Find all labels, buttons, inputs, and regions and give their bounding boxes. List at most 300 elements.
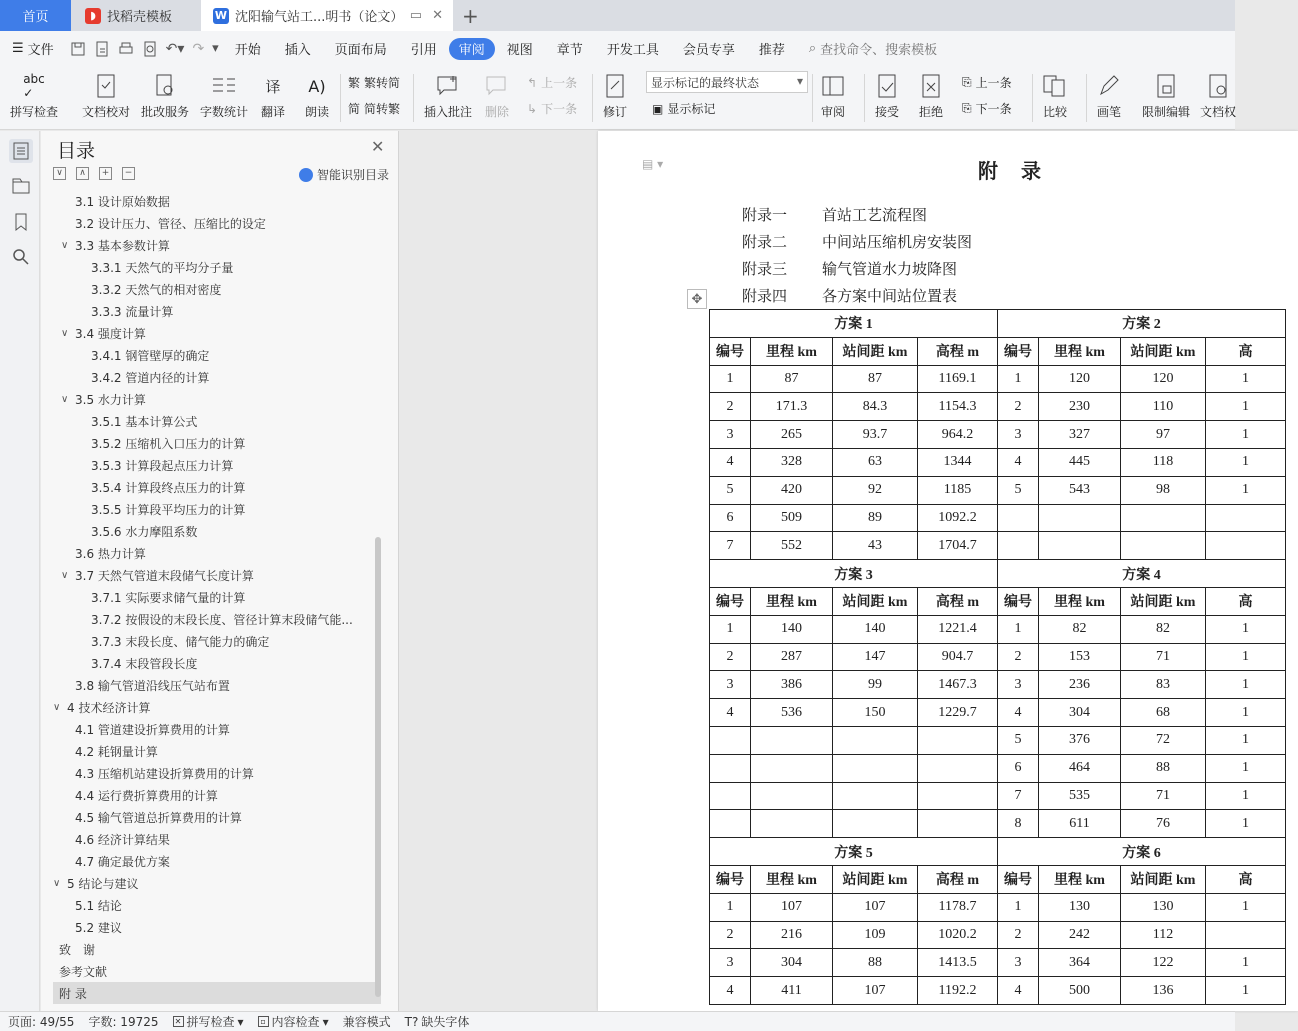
redo-icon[interactable]: ↷ (192, 40, 205, 57)
table-cell: 552 (751, 532, 833, 560)
column-header: 高 (1206, 337, 1286, 365)
translate-button[interactable] (258, 70, 288, 120)
table-cell: 242 (1039, 921, 1121, 949)
table-cell: 536 (751, 699, 833, 727)
next-comment-button[interactable] (527, 100, 577, 117)
plan-title: 方案 4 (998, 560, 1286, 588)
table-cell: 93.7 (833, 421, 918, 449)
doc-permission-button[interactable] (1200, 70, 1236, 120)
table-cell: 445 (1039, 448, 1121, 476)
toc-item-label: 4.7 确定最优方案 (75, 854, 170, 869)
table-cell: 1 (1206, 949, 1286, 977)
plan-title: 方案 6 (998, 838, 1286, 866)
toc-item[interactable] (53, 960, 381, 982)
file-menu-label: 文件 (27, 43, 54, 58)
table-cell: 118 (1121, 448, 1206, 476)
appendix-title: 附 录 (978, 159, 1049, 183)
table-cell: 3 (998, 949, 1039, 977)
table-cell (1206, 532, 1286, 560)
word-count-button[interactable] (200, 70, 248, 120)
menu-item-chapter[interactable]: 章节 (556, 43, 583, 58)
toc-item[interactable] (53, 542, 381, 564)
table-header-row (710, 337, 1286, 365)
tab-document[interactable] (201, 0, 453, 31)
ribbon-separator (864, 74, 865, 122)
table-cell: 140 (833, 615, 918, 643)
proofread-button[interactable] (82, 70, 130, 120)
table-cell: 1 (1206, 810, 1286, 838)
spell-check-label: 拼写检查 (10, 105, 59, 119)
tab-template[interactable] (73, 0, 199, 31)
next-change-label: 下一条 (975, 102, 1012, 116)
chevron-down-icon[interactable]: ∨ (61, 393, 69, 405)
command-search[interactable] (809, 39, 937, 58)
spell-check-button[interactable] (10, 70, 58, 120)
table-cell: 8 (998, 810, 1039, 838)
toc-item[interactable] (53, 674, 381, 696)
table-cell: 1 (1206, 726, 1286, 754)
toc-item-label: 4.1 管道建设折算费用的计算 (75, 722, 230, 737)
word-count[interactable]: 字数: 19725 (88, 1015, 159, 1029)
table-cell: 1178.7 (918, 893, 998, 921)
document-page (598, 131, 1298, 1011)
toc-nav-icon[interactable] (9, 139, 33, 163)
appendix-line (742, 258, 957, 279)
table-row (710, 671, 1286, 699)
batch-correct-button[interactable] (141, 70, 189, 120)
next-change-icon: ⎘ (962, 101, 972, 115)
menu-item-view[interactable]: 视图 (506, 43, 533, 58)
appendix-value: 首站工艺流程图 (822, 206, 928, 224)
compat-mode: 兼容模式 (342, 1015, 391, 1029)
table-cell: 1192.2 (918, 977, 998, 1005)
revise-button[interactable] (600, 70, 630, 120)
page-options-icon[interactable]: ▤ ▾ (642, 157, 664, 171)
table-row (710, 365, 1286, 393)
table-row (710, 754, 1286, 782)
appendix-key: 附录四 (742, 287, 788, 305)
prev-change-button[interactable] (962, 74, 1012, 91)
toc-item-label: 附 录 (59, 986, 87, 1001)
toc-item[interactable] (53, 894, 381, 916)
accept-button[interactable] (872, 70, 902, 120)
search-icon: ⌕ (808, 41, 817, 56)
speaker-icon: A) (308, 76, 326, 96)
column-header: 编号 (710, 337, 751, 365)
chevron-down-icon: ▾ (322, 1014, 329, 1029)
prev-change-label: 上一条 (975, 76, 1012, 90)
toc-item[interactable] (53, 564, 381, 586)
prev-comment-label: 上一条 (541, 76, 578, 90)
table-cell: 2 (998, 921, 1039, 949)
table-cell: 1467.3 (918, 671, 998, 699)
toc-item-label: 3.3.3 流量计算 (91, 304, 174, 319)
table-cell: 5 (998, 476, 1039, 504)
table-cell: 112 (1121, 921, 1206, 949)
pen-icon (1094, 70, 1124, 102)
table-cell: 89 (833, 504, 918, 532)
table-cell (918, 782, 998, 810)
toc-item-label: 4 技术经济计算 (67, 700, 151, 715)
table-cell: 328 (751, 448, 833, 476)
table-cell: 2 (710, 643, 751, 671)
table-cell: 464 (1039, 754, 1121, 782)
toc-item[interactable] (53, 652, 381, 674)
appendix-line (742, 204, 927, 225)
file-menu[interactable] (0, 38, 66, 60)
spell-check-toggle[interactable] (173, 1013, 244, 1030)
toc-item[interactable] (53, 762, 381, 784)
table-cell: 3 (710, 949, 751, 977)
insert-comment-button[interactable] (424, 70, 472, 120)
toc-item-label: 3.5 水力计算 (75, 392, 146, 407)
bookmark-icon[interactable] (9, 210, 33, 234)
toc-scrollbar[interactable] (375, 537, 381, 997)
pen-button[interactable] (1094, 70, 1124, 120)
new-tab-button[interactable]: + (462, 4, 479, 28)
s2t-icon: 简 (348, 102, 361, 116)
table-cell: 1092.2 (918, 504, 998, 532)
table-cell: 92 (833, 476, 918, 504)
table-cell: 82 (1039, 615, 1121, 643)
table-cell: 4 (998, 448, 1039, 476)
tab-close-icon[interactable]: ✕ (432, 8, 443, 23)
table-row (710, 782, 1286, 810)
table-cell: 122 (1121, 949, 1206, 977)
table-cell: 543 (1039, 476, 1121, 504)
more-quick-icon[interactable]: ▾ (212, 40, 219, 56)
table-cell (833, 810, 918, 838)
table-move-handle[interactable]: ✥ (687, 289, 707, 309)
toc-item[interactable] (53, 608, 381, 630)
table-cell: 1154.3 (918, 393, 998, 421)
toc-item[interactable] (53, 300, 381, 322)
table-cell: 120 (1121, 365, 1206, 393)
export-pdf-icon[interactable] (94, 41, 110, 57)
table-cell: 99 (833, 671, 918, 699)
restrict-edit-button[interactable] (1142, 70, 1190, 120)
table-cell: 84.3 (833, 393, 918, 421)
table-cell: 1 (1206, 671, 1286, 699)
column-header: 高 (1206, 865, 1286, 893)
next-comment-label: 下一条 (541, 102, 578, 116)
close-icon[interactable]: ✕ (371, 137, 385, 156)
delete-comment-icon (482, 70, 512, 102)
table-cell: 1 (998, 615, 1039, 643)
station-position-table (709, 309, 1286, 1005)
table-cell: 1704.7 (918, 532, 998, 560)
toc-item[interactable] (53, 938, 381, 960)
table-cell: 216 (751, 921, 833, 949)
toc-item[interactable] (53, 498, 381, 520)
s2t-label: 简转繁 (364, 102, 401, 116)
column-header: 编号 (710, 865, 751, 893)
t2s-button[interactable] (348, 74, 400, 91)
print-icon[interactable] (118, 41, 134, 57)
plan-title-row (710, 560, 1286, 588)
remove-heading-icon[interactable]: − (122, 167, 135, 180)
toc-item-label: 3.8 输气管道沿线压气站布置 (75, 678, 230, 693)
toc-item[interactable] (53, 850, 381, 872)
table-cell (1206, 921, 1286, 949)
chevron-down-icon[interactable]: ∨ (61, 327, 69, 339)
table-cell: 4 (998, 977, 1039, 1005)
menu-item-reference[interactable]: 引用 (410, 43, 437, 58)
toc-item[interactable] (53, 872, 381, 894)
toc-item[interactable] (53, 454, 381, 476)
toc-item[interactable] (53, 520, 381, 542)
table-cell: 83 (1121, 671, 1206, 699)
toc-item-label: 3.2 设计压力、管径、压缩比的设定 (75, 216, 266, 231)
table-cell: 68 (1121, 699, 1206, 727)
toc-item[interactable] (53, 278, 381, 300)
toc-item[interactable] (53, 256, 381, 278)
print-preview-icon[interactable] (142, 41, 158, 57)
checkbox-icon: ✕ (173, 1016, 184, 1027)
table-cell: 1 (1206, 977, 1286, 1005)
appendix-value: 各方案中间站位置表 (822, 287, 958, 305)
toc-item[interactable] (53, 740, 381, 762)
menu-item-recommend[interactable]: 推荐 (758, 43, 785, 58)
compare-button[interactable] (1040, 70, 1070, 120)
table-cell: 1 (1206, 893, 1286, 921)
table-cell: 3 (710, 671, 751, 699)
table-cell (1039, 504, 1121, 532)
prev-change-icon: ⎘ (962, 75, 972, 89)
checkbox-icon: ▫ (258, 1016, 269, 1027)
toc-item[interactable] (53, 344, 381, 366)
column-header: 站间距 km (833, 587, 918, 615)
menu-item-layout[interactable]: 页面布局 (334, 43, 387, 58)
table-cell: 88 (1121, 754, 1206, 782)
toc-item-label: 3.4 强度计算 (75, 326, 146, 341)
s2t-button[interactable] (348, 100, 400, 117)
next-comment-icon: ↳ (527, 101, 538, 116)
table-cell (998, 532, 1039, 560)
toc-item[interactable] (53, 718, 381, 740)
toc-item-label: 5 结论与建议 (67, 876, 139, 891)
toc-item-label: 3.7.2 按假设的末段长度、管径计算末段储气能... (91, 612, 353, 627)
table-cell (833, 782, 918, 810)
accept-icon (872, 70, 902, 102)
menu-item-developer[interactable]: 开发工具 (606, 43, 659, 58)
reject-button[interactable] (916, 70, 946, 120)
expand-all-icon[interactable]: ∨ (53, 167, 66, 180)
table-cell: 71 (1121, 643, 1206, 671)
table-cell: 97 (1121, 421, 1206, 449)
tab-pin-icon[interactable]: ▭ (409, 8, 423, 23)
table-row (710, 699, 1286, 727)
read-aloud-button[interactable] (302, 70, 332, 120)
save-icon[interactable] (70, 41, 86, 57)
table-cell: 904.7 (918, 643, 998, 671)
column-header: 里程 km (751, 587, 833, 615)
appendix-key: 附录二 (742, 233, 788, 251)
toc-item-label: 3.5.2 压缩机入口压力的计算 (91, 436, 246, 451)
toc-item[interactable] (53, 212, 381, 234)
column-header: 高程 m (918, 337, 998, 365)
ribbon-separator (1086, 74, 1087, 122)
toc-item[interactable] (53, 432, 381, 454)
table-cell (918, 810, 998, 838)
menu-item-start[interactable]: 开始 (234, 43, 261, 58)
toc-item[interactable] (53, 784, 381, 806)
table-cell: 82 (1121, 615, 1206, 643)
table-cell (710, 726, 751, 754)
table-cell: 230 (1039, 393, 1121, 421)
spell-check-icon: abc ✓ (23, 72, 45, 100)
tab-home[interactable]: 首页 (0, 0, 71, 31)
column-header: 里程 km (751, 865, 833, 893)
toc-item[interactable] (53, 982, 381, 1004)
table-cell: 1229.7 (918, 699, 998, 727)
chevron-down-icon[interactable]: ∨ (53, 877, 61, 889)
chevron-down-icon[interactable]: ∨ (53, 701, 61, 713)
table-row (710, 532, 1286, 560)
nav-rail (0, 131, 40, 1011)
next-change-button[interactable] (962, 100, 1012, 117)
toc-item[interactable] (53, 190, 381, 212)
column-header: 编号 (710, 587, 751, 615)
missing-font-button[interactable] (405, 1013, 470, 1030)
table-cell (1039, 532, 1121, 560)
toc-item[interactable] (53, 630, 381, 652)
column-header: 站间距 km (1121, 587, 1206, 615)
toc-item[interactable] (53, 234, 381, 256)
table-cell: 43 (833, 532, 918, 560)
collapse-all-icon[interactable]: ∧ (76, 167, 89, 180)
toc-title: 目录 (57, 140, 96, 162)
table-cell: 120 (1039, 365, 1121, 393)
menu-item-review[interactable]: 审阅 (449, 38, 495, 60)
toc-item-label: 3.4.2 管道内径的计算 (91, 370, 210, 385)
toc-item[interactable] (53, 828, 381, 850)
menu-item-member[interactable]: 会员专享 (682, 43, 735, 58)
appendix-key: 附录三 (742, 260, 788, 278)
toc-item-label: 3.5.1 基本计算公式 (91, 414, 198, 429)
table-cell: 140 (751, 615, 833, 643)
table-cell: 1 (710, 893, 751, 921)
table-cell: 1 (1206, 754, 1286, 782)
add-heading-icon[interactable]: + (99, 167, 112, 180)
page-indicator[interactable]: 页面: 49/55 (8, 1015, 75, 1029)
chevron-down-icon[interactable]: ∨ (61, 569, 69, 581)
compare-icon (1040, 70, 1070, 102)
smart-toc-button[interactable] (299, 166, 389, 183)
lock-icon (1151, 70, 1181, 102)
column-header: 站间距 km (833, 865, 918, 893)
toc-item[interactable] (53, 586, 381, 608)
table-cell: 304 (751, 949, 833, 977)
ribbon-separator (592, 74, 593, 122)
chapter-nav-icon[interactable] (9, 174, 33, 198)
table-row (710, 810, 1286, 838)
toc-item[interactable] (53, 322, 381, 344)
column-header: 站间距 km (833, 337, 918, 365)
table-cell: 535 (1039, 782, 1121, 810)
smart-toc-label: 智能识别目录 (317, 168, 390, 182)
table-cell: 130 (1121, 893, 1206, 921)
toc-item-label: 5.1 结论 (75, 898, 122, 913)
toc-item-label: 3.6 热力计算 (75, 546, 146, 561)
table-header-row (710, 865, 1286, 893)
table-cell: 147 (833, 643, 918, 671)
toc-item[interactable] (53, 916, 381, 938)
column-header: 高程 m (918, 587, 998, 615)
table-cell: 4 (998, 699, 1039, 727)
docer-logo-icon: ◗ (85, 8, 101, 24)
toc-item-label: 3.3.2 天然气的相对密度 (91, 282, 222, 297)
translate-icon: 译 (265, 77, 281, 96)
table-cell (751, 782, 833, 810)
track-state-select[interactable] (646, 71, 808, 93)
table-cell: 1 (710, 365, 751, 393)
plan-title: 方案 3 (710, 560, 998, 588)
table-cell: 5 (710, 476, 751, 504)
toc-item[interactable] (53, 366, 381, 388)
table-cell: 611 (1039, 810, 1121, 838)
prev-comment-icon: ↰ (527, 75, 538, 90)
table-row (710, 643, 1286, 671)
t2s-label: 繁转简 (364, 76, 401, 90)
column-header: 里程 km (751, 337, 833, 365)
chevron-down-icon: ▾ (796, 74, 803, 88)
table-cell: 76 (1121, 810, 1206, 838)
review-pane-label: 审阅 (820, 105, 845, 119)
table-cell: 364 (1039, 949, 1121, 977)
column-header: 编号 (998, 865, 1039, 893)
chevron-down-icon[interactable]: ∨ (61, 239, 69, 251)
toc-item[interactable] (53, 696, 381, 718)
table-row (710, 421, 1286, 449)
command-search-label: 查找命令、搜索模板 (820, 43, 938, 58)
toc-item-label: 3.7.1 实际要求储气量的计算 (91, 590, 246, 605)
restrict-edit-label: 限制编辑 (1142, 105, 1191, 119)
table-cell (1206, 504, 1286, 532)
chevron-down-icon: ▾ (237, 1014, 244, 1029)
table-row (710, 921, 1286, 949)
table-cell: 2 (998, 643, 1039, 671)
plan-title: 方案 5 (710, 838, 998, 866)
plan-title-row (710, 838, 1286, 866)
toc-item[interactable] (53, 388, 381, 410)
review-pane-button[interactable] (818, 70, 848, 120)
menu-item-insert[interactable]: 插入 (284, 43, 311, 58)
toc-item-label: 3.1 设计原始数据 (75, 194, 170, 209)
table-cell (918, 726, 998, 754)
table-cell: 1 (1206, 643, 1286, 671)
show-markup-button[interactable] (652, 100, 715, 117)
search-icon[interactable] (9, 245, 33, 269)
toc-item[interactable] (53, 806, 381, 828)
delete-comment-button[interactable] (482, 70, 512, 120)
table-cell (710, 810, 751, 838)
appendix-value: 输气管道水力坡降图 (822, 260, 958, 278)
prev-comment-button[interactable] (527, 74, 577, 91)
undo-icon[interactable]: ↶▾ (165, 40, 185, 57)
table-cell: 7 (998, 782, 1039, 810)
word-count-icon (209, 70, 239, 102)
column-header: 高程 m (918, 865, 998, 893)
revise-icon (600, 70, 630, 102)
table-cell (751, 726, 833, 754)
table-cell: 1 (1206, 365, 1286, 393)
column-header: 里程 km (1039, 865, 1121, 893)
toc-item[interactable] (53, 410, 381, 432)
reject-label: 拒绝 (918, 105, 943, 119)
toc-item[interactable] (53, 476, 381, 498)
content-check-toggle[interactable] (258, 1013, 329, 1030)
